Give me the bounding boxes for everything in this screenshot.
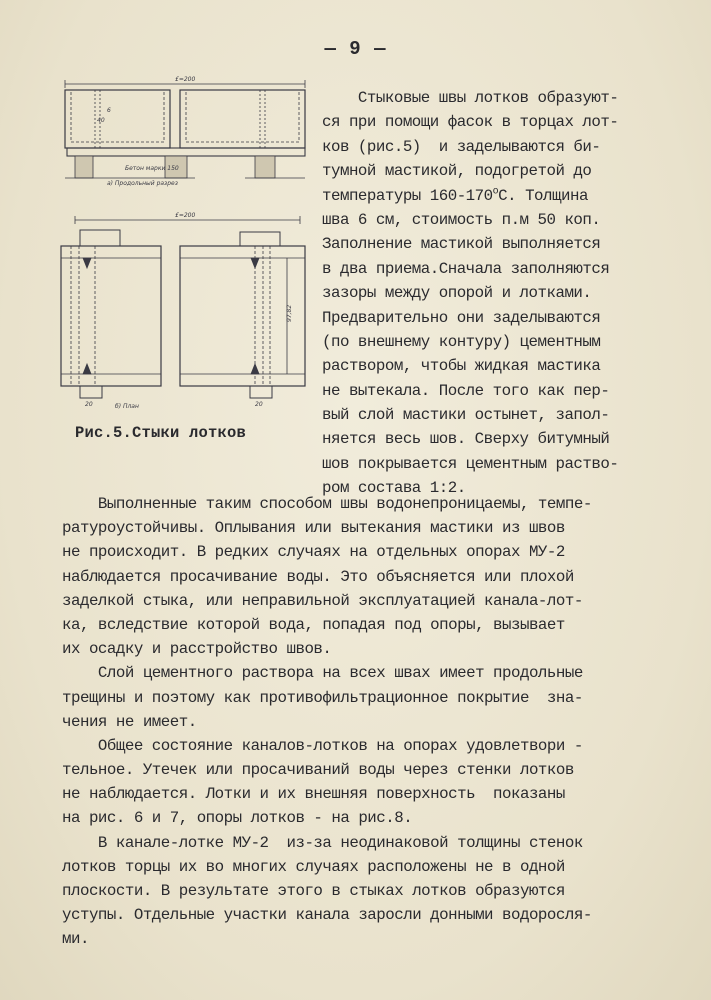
text-temperature-suffix: С. Толщина <box>498 186 588 205</box>
label-dim-20-left: 20 <box>85 401 93 408</box>
right-column-text <box>322 86 682 501</box>
text-line: вый слой мастики остынет, запол- <box>322 406 610 425</box>
text-line: тельное. Утечек или просачиваний воды через стенки лотков <box>62 761 574 780</box>
text-temperature: температуры 160-170 <box>322 186 493 205</box>
text-line: заделкой стыка, или неправильной эксплуатацией канала-лот- <box>62 591 583 610</box>
label-dim-6: 6 <box>107 107 111 114</box>
concrete-base <box>67 148 305 156</box>
text-line: (по внешнему контуру) цементным <box>322 332 601 351</box>
text-line: Предварительно они заделываются <box>322 308 601 327</box>
label-dim-top2: £=200 <box>175 212 196 219</box>
text-line: трещины и поэтому как противофильтрационное покрытие зна- <box>62 688 583 707</box>
figure-caption: Рис.5.Стыки лотков <box>75 424 247 442</box>
text-line: ратуроустойчивы. Оплывания или вытекания мастики из швов <box>62 519 565 538</box>
text-line: Стыковые швы лотков образуют- <box>322 89 619 107</box>
text-line-temperature <box>322 184 682 208</box>
text-line: тумной мастикой, подогретой до <box>322 162 592 181</box>
tray-right-section <box>180 90 305 148</box>
paragraph-mu2 <box>62 831 684 952</box>
label-dim-top: £=200 <box>175 76 196 83</box>
label-section-b: б) План <box>115 403 139 410</box>
text-line: лотков торцы их во многих случаях расположены не в одной <box>62 857 565 876</box>
figure-joints <box>55 72 315 412</box>
tray-left-section <box>65 90 170 148</box>
text-line: Заполнение мастикой выполняется <box>322 235 601 254</box>
text-line: не происходит. В редких случаях на отдельных опорах МУ-2 <box>62 543 565 562</box>
joints-drawing <box>55 72 315 412</box>
text-line: ков (рис.5) и заделываются би- <box>322 137 601 156</box>
page-number: — 9 — <box>324 38 387 60</box>
text-line: их осадку и расстройство швов. <box>62 640 332 659</box>
paragraph-cement-layer <box>62 661 684 734</box>
text-line: В канале-лотке МУ-2 из-за неодинаковой толщины стенок <box>62 833 583 852</box>
text-line: зазоры между опорой и лотками. <box>322 284 592 303</box>
support-right <box>255 156 275 178</box>
text-line: няется весь шов. Сверху битумный <box>322 430 610 449</box>
degree-sign: о <box>492 186 499 198</box>
text-line: ся при помощи фасок в торцах лот- <box>322 113 619 132</box>
text-line: Общее состояние каналов-лотков на опорах удовлетвори - <box>62 736 583 755</box>
text-line: не наблюдается. Лотки и их внешняя поверхность показаны <box>62 785 565 804</box>
label-beton: Бетон марки 150 <box>125 165 179 172</box>
text-line: не вытекала. После того как пер- <box>322 381 610 400</box>
text-line: Слой цементного раствора на всех швах имеет продольные <box>62 664 583 683</box>
text-line: шва 6 см, стоимость п.м 50 коп. <box>322 210 601 229</box>
text-line: чения не имеет. <box>62 712 197 731</box>
paragraph-seams <box>62 492 684 661</box>
text-line: ка, вследствие которой вода, попадая под опоры, вызывает <box>62 615 565 634</box>
label-dim-40: 40 <box>97 117 105 124</box>
label-section-a: а) Продольный разрез <box>107 180 178 187</box>
text-line: раствором, чтобы жидкая мастика <box>322 357 601 376</box>
text-line: уступы. Отдельные участки канала заросли донными водоросля- <box>62 906 592 925</box>
text-line: ром состава 1:2. <box>322 479 466 498</box>
tray-left-plan <box>61 246 161 386</box>
label-dim-h: 97,82 <box>286 304 293 322</box>
label-dim-20-right: 20 <box>255 401 263 408</box>
paragraph-general-state <box>62 734 684 831</box>
text-line: наблюдается просачивание воды. Это объясняется или плохой <box>62 567 574 586</box>
text-line: в два приема.Сначала заполняются <box>322 259 610 278</box>
text-line: плоскости. В результате этого в стыках лотков образуются <box>62 882 565 900</box>
text-line: Выполненные таким способом швы водонепроницаемы, темпе- <box>62 495 592 513</box>
text-line: на рис. 6 и 7, опоры лотков - на рис.8. <box>62 809 413 828</box>
text-line: ми. <box>62 930 89 949</box>
support-left <box>75 156 93 178</box>
text-line: шов покрывается цементным раство- <box>322 454 619 473</box>
main-text <box>62 492 684 952</box>
